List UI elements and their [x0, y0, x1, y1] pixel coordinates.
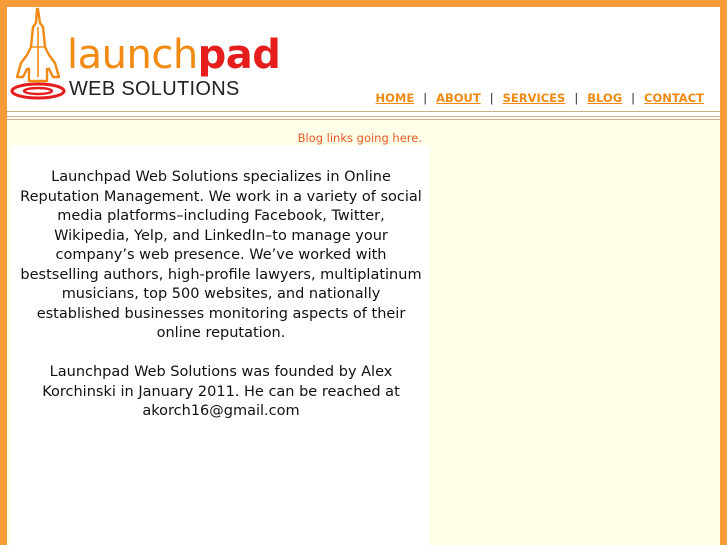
- page-frame: [7, 7, 720, 545]
- content-area: [7, 120, 720, 545]
- nav-services-link[interactable]: SERVICES: [502, 91, 566, 105]
- main-nav: [376, 91, 704, 105]
- blog-links-placeholder: Blog links going here.: [297, 131, 422, 145]
- logo-wordmark: [67, 32, 281, 78]
- logo[interactable]: [7, 7, 281, 107]
- main-panel: [11, 145, 429, 545]
- about-paragraph: Launchpad Web Solutions specializes in Online Reputation Management. We work in a variety of social media platforms–including Facebook, Twitter, Wikipedia, Yelp, and LinkedIn–to manage your company’s web presence. We’ve worked with bestselling authors, high-profile lawyers, multiplatinum musicians, top 500 websites, and nationally established businesses monitoring aspects of their online reputation.: [20, 169, 422, 341]
- nav-home-link[interactable]: HOME: [375, 91, 415, 105]
- nav-contact-link[interactable]: CONTACT: [644, 91, 704, 105]
- nav-separator: |: [574, 91, 579, 105]
- founder-paragraph: Launchpad Web Solutions was founded by Alex Korchinski in January 2011. He can be reached at akorch16@gmail.com: [42, 364, 400, 419]
- logo-tagline: WEB SOLUTIONS: [69, 78, 240, 100]
- logo-word-light: launch: [67, 32, 198, 78]
- nav-separator: |: [423, 91, 428, 105]
- nav-blog-link[interactable]: BLOG: [587, 91, 623, 105]
- header-divider: [7, 111, 720, 112]
- nav-separator: |: [489, 91, 494, 105]
- header: [7, 7, 720, 111]
- header-divider: [7, 116, 720, 117]
- nav-about-link[interactable]: ABOUT: [436, 91, 481, 105]
- logo-word-bold: pad: [197, 32, 281, 78]
- nav-separator: |: [631, 91, 636, 105]
- about-text: [19, 168, 423, 441]
